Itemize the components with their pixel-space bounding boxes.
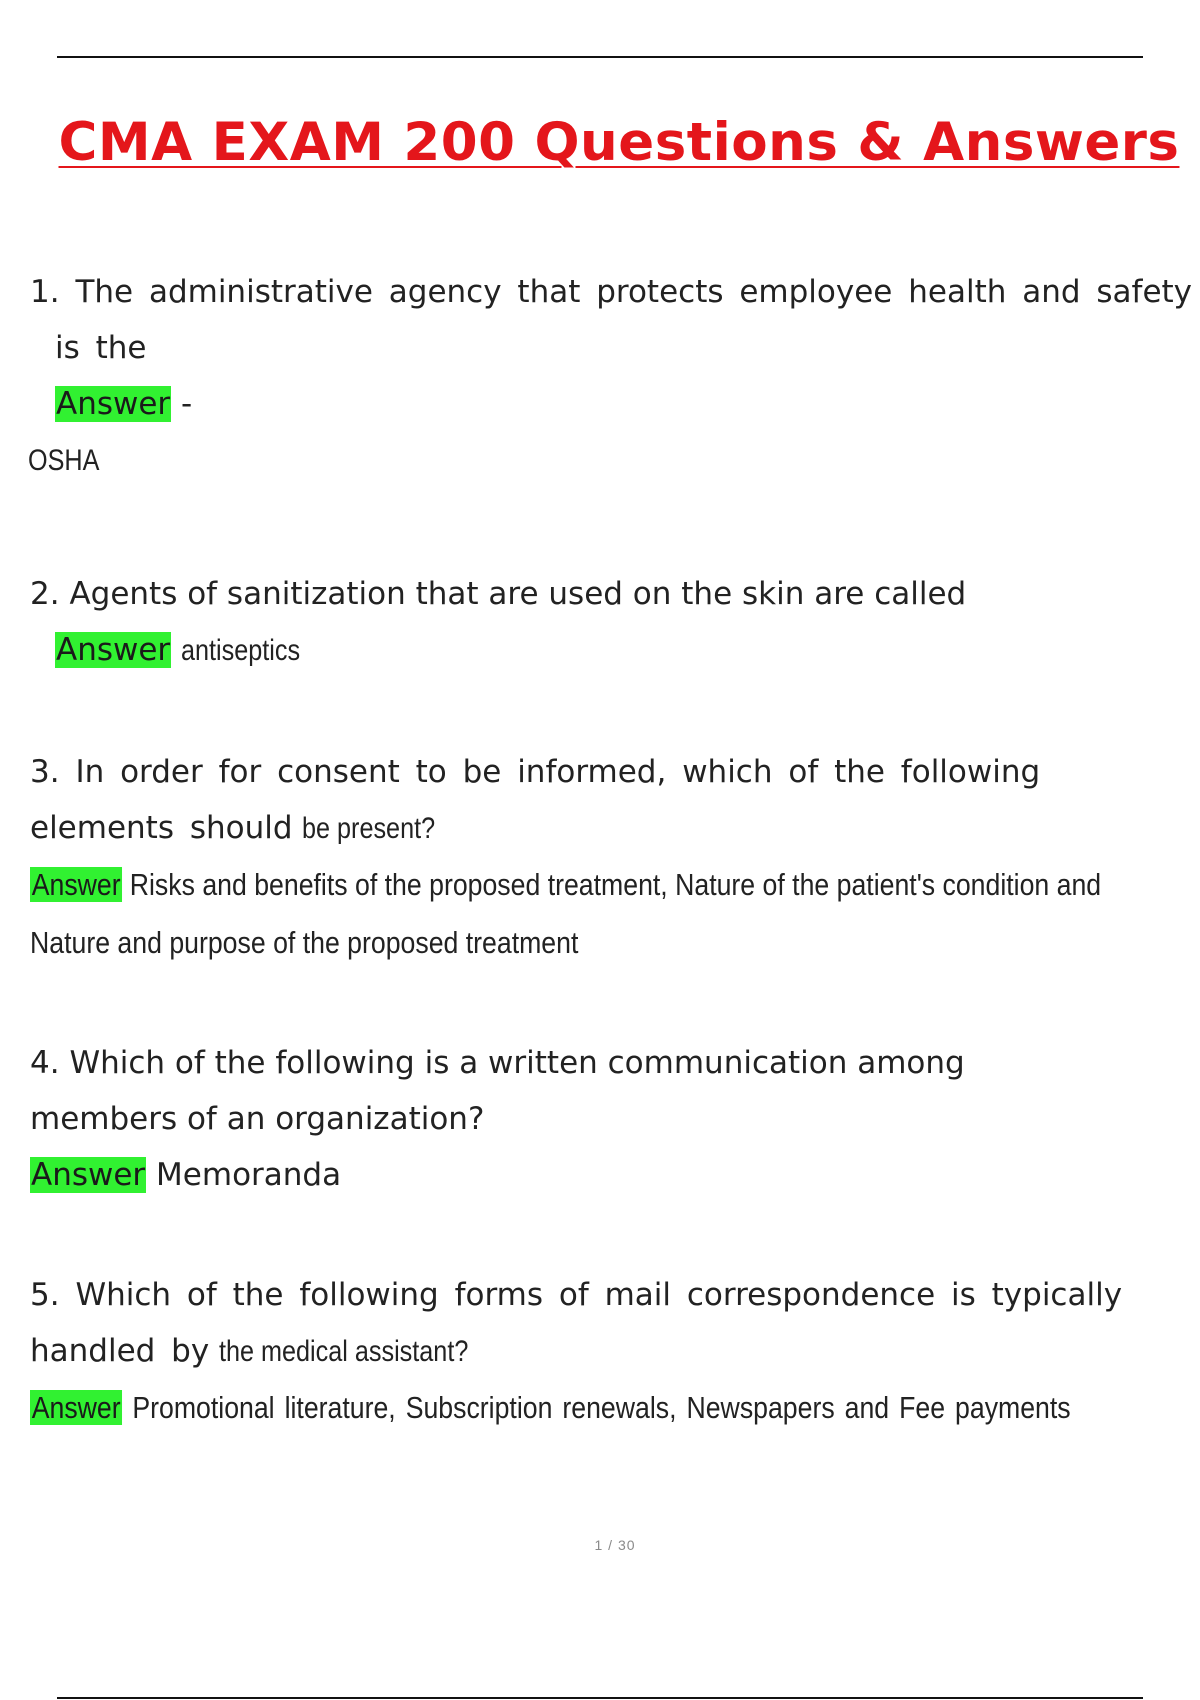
answer-highlight-label: Answer (31, 867, 121, 902)
question-5-line2-b: the medical assistant? (219, 1335, 469, 1368)
question-1-answer-row (30, 376, 1192, 432)
question-4-number: 4. (30, 1045, 60, 1081)
question-1-line2: is the (55, 330, 147, 366)
question-3-line2-b: be present? (302, 812, 436, 845)
bottom-rule (57, 1697, 1143, 1699)
question-2-answer: antiseptics (181, 634, 301, 667)
question-2-line1: Agents of sanitization that are used on the skin are called (69, 576, 967, 612)
question-3 (30, 744, 1200, 972)
question-1-line1: The administrative agency that protects employee health and safety (75, 274, 1193, 310)
question-3-answer-row (30, 856, 1101, 914)
question-4-line1: Which of the following is a written communication among (69, 1045, 965, 1081)
question-1-answer-row-2 (28, 432, 1192, 488)
question-5-text (30, 1267, 1200, 1323)
question-4-line2: members of an organization? (30, 1101, 485, 1137)
question-3-answer-line2: Nature and purpose of the proposed treatment (30, 925, 579, 960)
document-title (0, 108, 1200, 178)
question-5-line2 (30, 1323, 1200, 1379)
question-3-line2-a: elements should (30, 810, 293, 846)
question-5-number: 5. (30, 1277, 60, 1313)
question-3-text (30, 744, 1200, 800)
document-title-text: CMA EXAM 200 Questions & Answers (58, 112, 1180, 173)
question-5-line2-a: handled by (30, 1333, 210, 1369)
page-number: 1 / 30 (594, 1537, 636, 1553)
question-4-text (30, 1035, 965, 1091)
question-2-number: 2. (30, 576, 60, 612)
question-3-line2 (30, 800, 1200, 856)
question-1-number: 1. (30, 274, 60, 310)
question-1-answer-suffix: - (181, 386, 193, 422)
question-3-line1: In order for consent to be informed, which of the following (75, 754, 1041, 790)
question-1-text (30, 264, 1192, 320)
question-2 (30, 566, 966, 678)
answer-highlight-label: Answer (56, 632, 171, 668)
answer-highlight-label: Answer (31, 1390, 121, 1425)
question-2-answer-row (30, 622, 966, 678)
question-4-answer: Memoranda (156, 1157, 342, 1193)
top-rule (57, 56, 1143, 58)
question-5-answer: Promotional literature, Subscription renewals, Newspapers and Fee payments (132, 1390, 1071, 1425)
question-3-number: 3. (30, 754, 60, 790)
question-4-answer-row (30, 1147, 965, 1203)
question-5-line1: Which of the following forms of mail correspondence is typically (75, 1277, 1123, 1313)
answer-highlight-label: Answer (31, 1157, 146, 1193)
question-4 (30, 1035, 965, 1203)
question-2-text (30, 566, 966, 622)
question-5-answer-row (30, 1379, 1071, 1437)
question-1-answer: OSHA (28, 444, 100, 477)
question-5 (30, 1267, 1200, 1437)
question-3-answer-line1: Risks and benefits of the proposed treatment, Nature of the patient's condition and (129, 867, 1102, 902)
answer-highlight-label: Answer (56, 386, 171, 422)
question-1 (30, 264, 1192, 488)
